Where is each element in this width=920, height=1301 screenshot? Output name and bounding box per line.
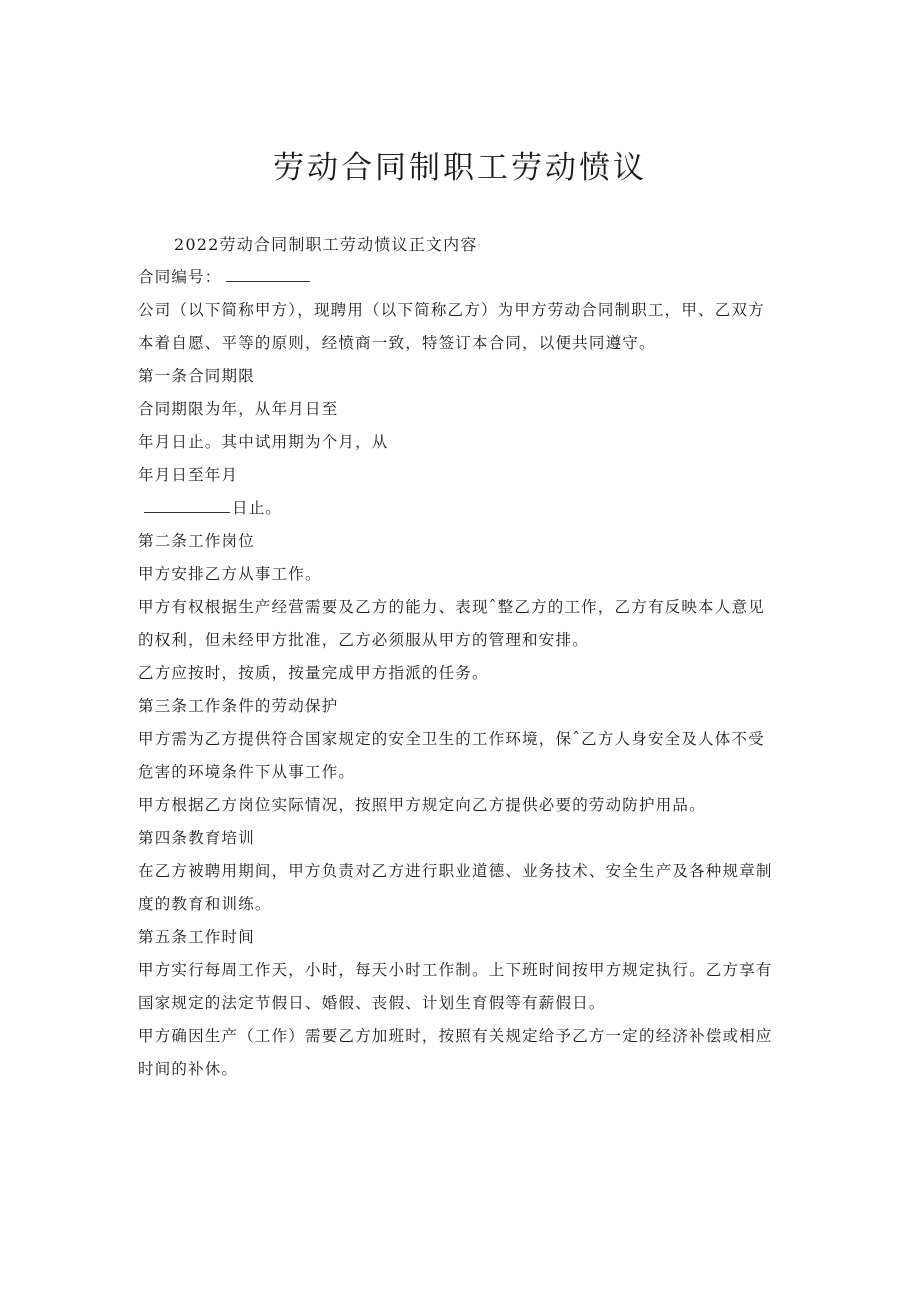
text-line: 度的教育和训练。 <box>138 895 272 913</box>
section-heading: 第二条工作岗位 <box>138 532 255 550</box>
contract-number-line <box>138 261 788 294</box>
text-line: 甲方需为乙方提供符合国家规定的安全卫生的工作环境，保ˆ乙方人身安全及人体不受 <box>138 730 765 748</box>
contract-number-label: 合同编号： <box>138 268 222 286</box>
text-line: 甲方安排乙方从事工作。 <box>138 565 322 583</box>
document-title: 劳动合同制职工劳动愤议 <box>273 150 647 186</box>
text-line: 甲方有权根据生产经营需要及乙方的能力、表现ˆ整乙方的工作，乙方有反映本人意见 <box>138 598 765 616</box>
text-line: 甲方根据乙方岗位实际情况，按照甲方规定向乙方提供必要的劳动防护用品。 <box>138 796 706 814</box>
text-line: 合同期限为年，从年月日至 <box>138 400 339 418</box>
section-heading: 第一条合同期限 <box>138 367 255 385</box>
end-date-blank <box>144 494 230 513</box>
text-line: 甲方实行每周工作天，小时，每天小时工作制。上下班时间按甲方规定执行。乙方享有 <box>138 961 773 979</box>
text-line: 乙方应按时，按质，按量完成甲方指派的任务。 <box>138 664 489 682</box>
text-line: 在乙方被聘用期间，甲方负责对乙方进行职业道德、业务技术、安全生产及各种规章制 <box>138 862 773 880</box>
contract-number-blank <box>226 263 310 282</box>
text-line: 时间的补休。 <box>138 1060 239 1078</box>
text-line: 的权利，但未经甲方批准，乙方必须服从甲方的管理和安排。 <box>138 631 589 649</box>
text-line: 年月日至年月 <box>138 466 239 484</box>
section-heading: 第四条教育培训 <box>138 829 255 847</box>
section-heading: 第五条工作时间 <box>138 928 255 946</box>
document-subtitle: 2022劳动合同制职工劳动愤议正文内容 <box>174 235 478 254</box>
end-date-suffix: 日止。 <box>232 499 283 517</box>
text-line: 危害的环境条件下从事工作。 <box>138 763 356 781</box>
text-line: 国家规定的法定节假日、婚假、丧假、计划生育假等有薪假日。 <box>138 994 606 1012</box>
text-line: 年月日止。其中试用期为个月，从 <box>138 433 389 451</box>
section-heading: 第三条工作条件的劳动保护 <box>138 697 339 715</box>
text-line: 本着自愿、平等的原则，经愤商一致，特签订本合同，以便共同遵守。 <box>138 334 656 352</box>
document-body <box>138 228 788 1086</box>
end-date-line <box>138 492 788 525</box>
text-line: 公司（以下简称甲方），现聘用（以下简称乙方）为甲方劳动合同制职工，甲、乙双方 <box>138 301 765 319</box>
text-line: 甲方确因生产（工作）需要乙方加班时，按照有关规定给予乙方一定的经济补偿或相应 <box>138 1027 773 1045</box>
